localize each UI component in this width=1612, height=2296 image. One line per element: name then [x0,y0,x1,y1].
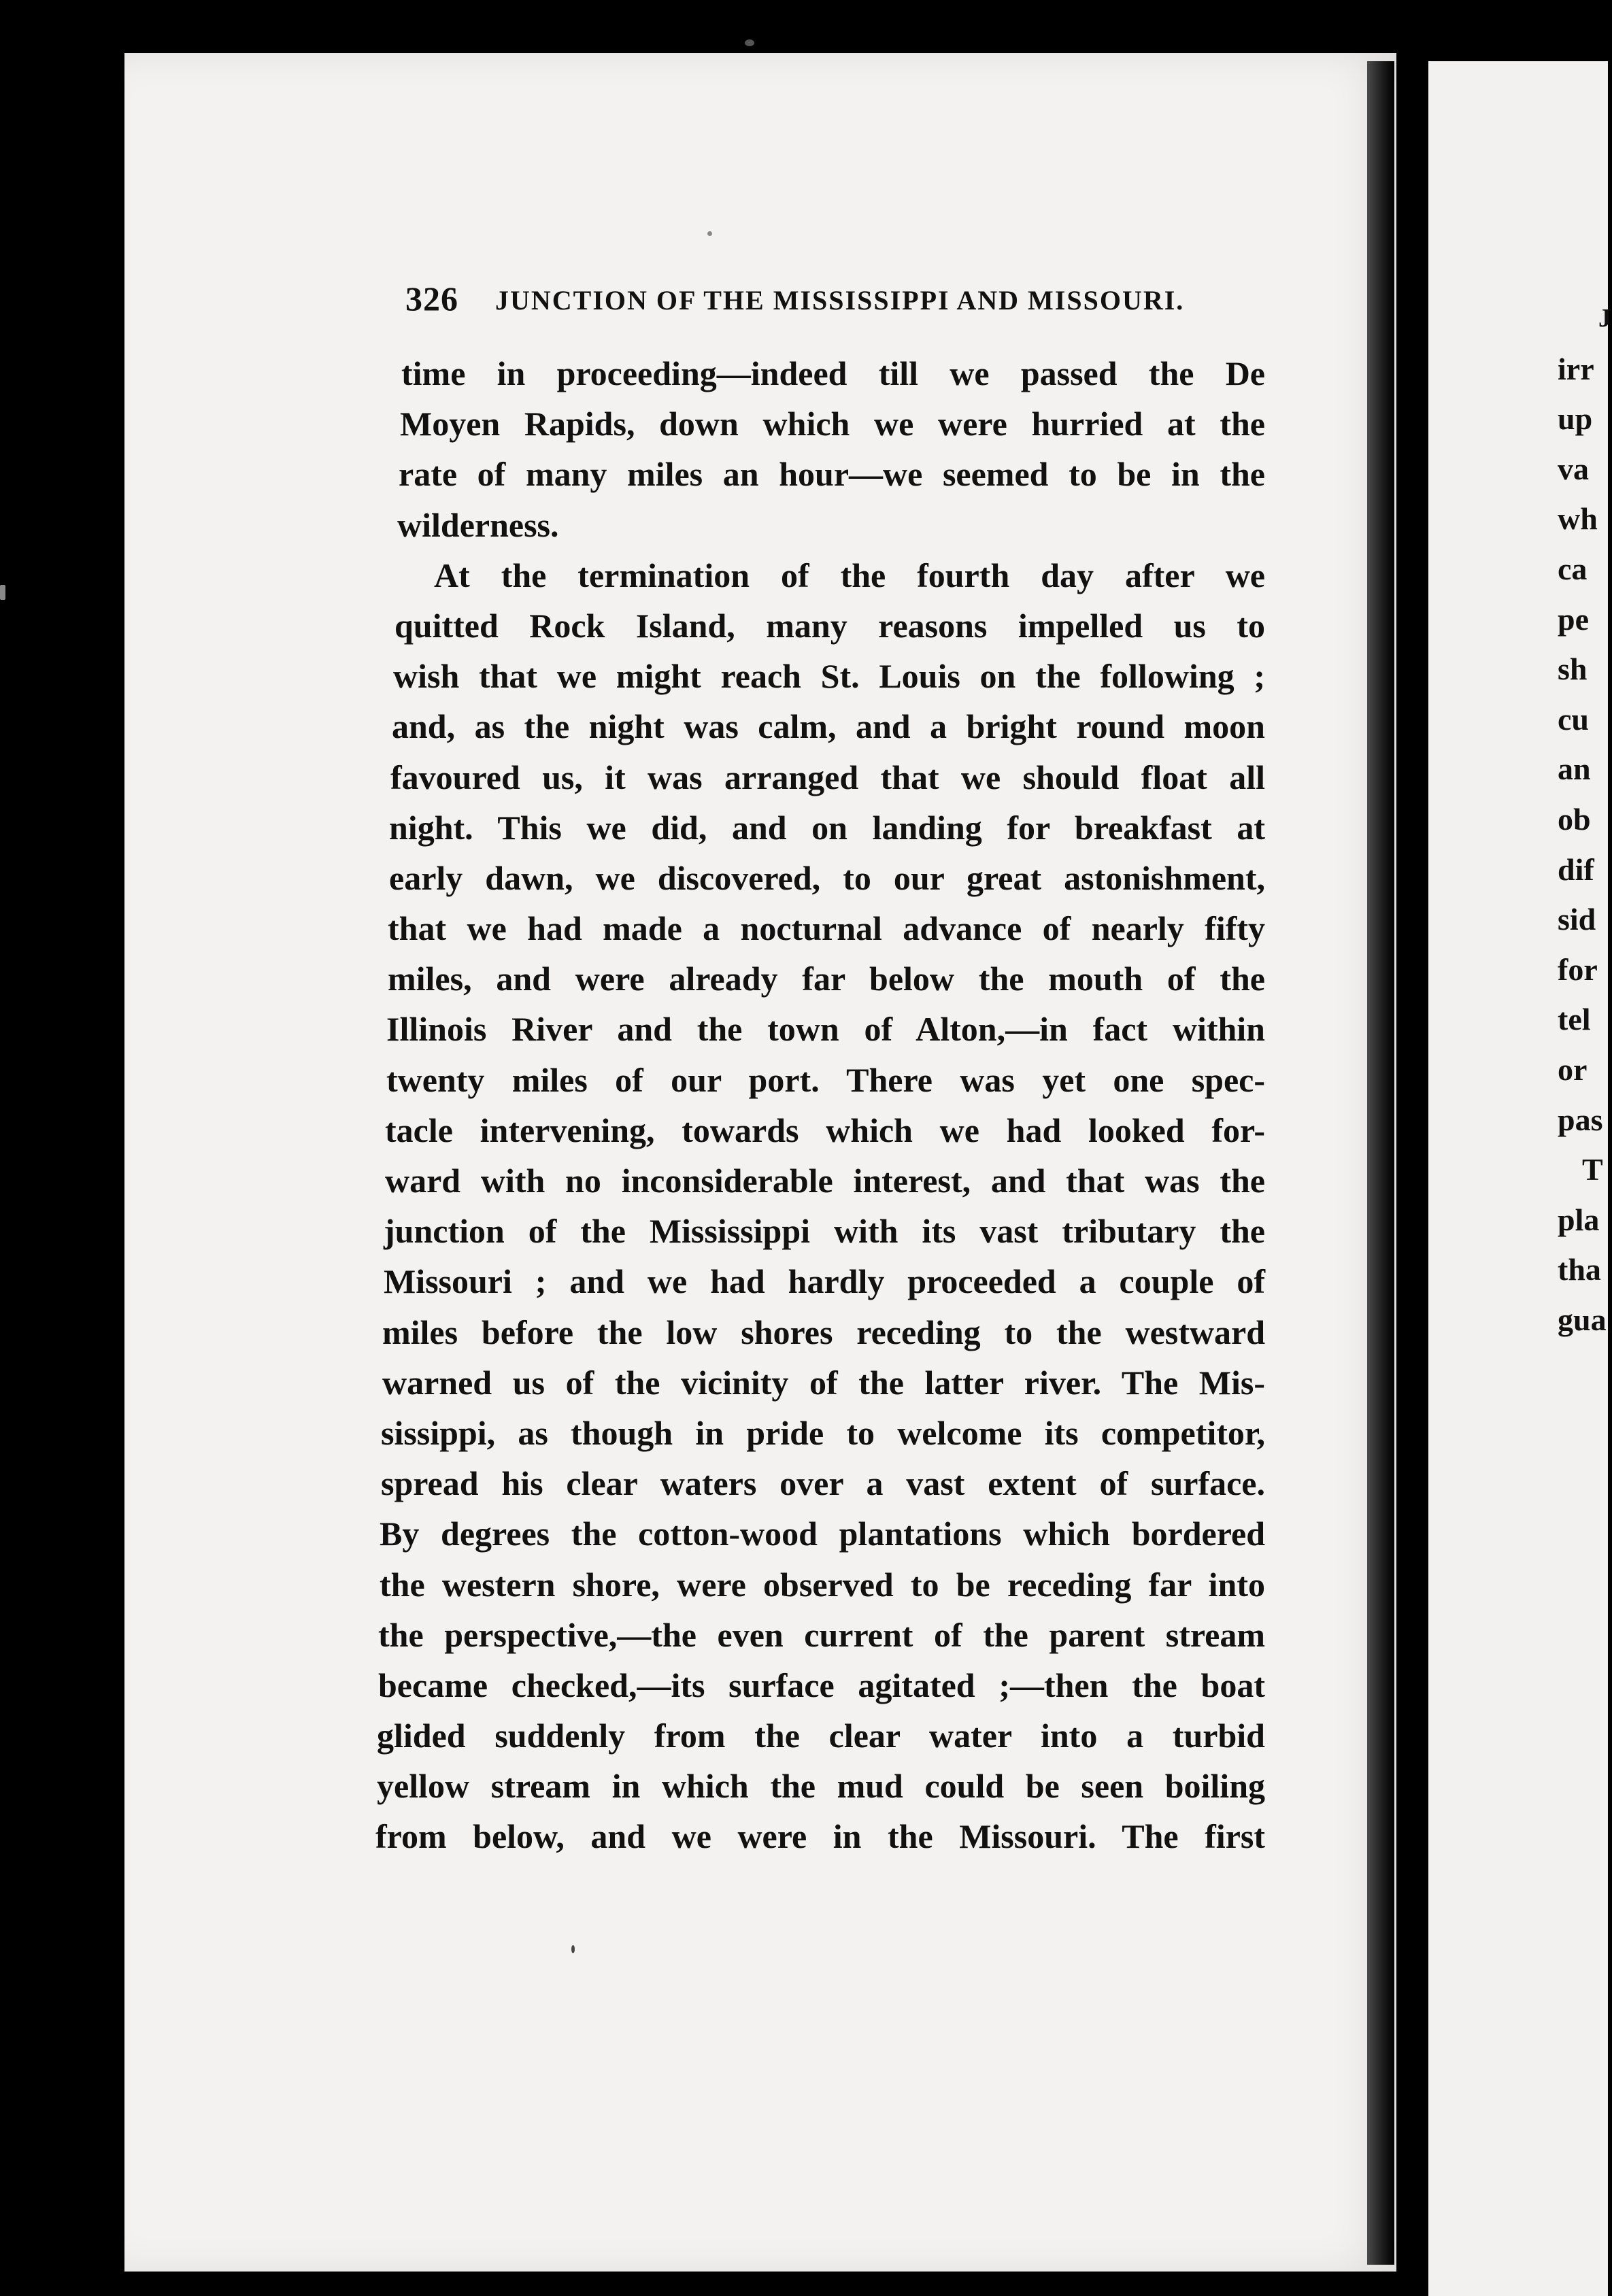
right-line-fragment: an [1558,752,1591,787]
scan-speck [745,39,754,46]
right-line-fragment: for [1558,951,1598,987]
right-line-fragment: or [1558,1051,1588,1087]
text-line: rate of many miles an hour—we seemed to be in the [399,455,1265,494]
right-line-fragment: tha [1558,1252,1601,1287]
text-line: wish that we might reach St. Louis on the following ; [393,657,1265,696]
text-line: favoured us, it was arranged that we should float all [390,758,1265,796]
right-line-fragment: ca [1558,551,1588,586]
right-line-fragment: T [1582,1152,1603,1187]
text-line: quitted Rock Island, many reasons impelled us to [394,606,1265,645]
right-line-fragment: tel [1558,1002,1591,1037]
right-line-fragment: va [1558,451,1589,486]
text-line: the perspective,—the even current of the parent stream [378,1615,1265,1654]
right-page-text-fragments [1558,294,1612,1345]
text-line: miles, and were already far below the mouth of the [388,960,1265,998]
scan-speck [707,231,712,236]
text-line: twenty miles of our port. There was yet one spec- [386,1060,1265,1099]
right-line-fragment: ob [1558,801,1591,837]
right-line-fragment: sh [1558,652,1588,687]
text-line: the western shore, were observed to be receding far into [380,1565,1265,1604]
text-line: that we had made a nocturnal advance of nearly fifty [388,909,1265,948]
right-line-fragment: irr [1558,351,1594,386]
page-header [405,279,1249,326]
text-line: warned us of the vicinity of the latter river. The Mis- [382,1363,1265,1402]
text-line: junction of the Mississippi with its vast tributary the [384,1212,1265,1251]
text-line: time in proceeding—indeed till we passed the De [401,354,1265,392]
text-line: wilderness. [397,505,559,544]
text-line: Illinois River and the town of Alton,—in fact within [386,1010,1265,1049]
right-line-fragment: dif [1558,851,1594,887]
text-line: from below, and we were in the Missouri. The first [375,1817,1265,1856]
page-number: 326 [405,280,458,318]
text-line: early dawn, we discovered, to our great astonishment, [389,858,1265,897]
text-line: sissippi, as though in pride to welcome its competitor, [381,1413,1265,1452]
text-line: By degrees the cotton-wood plantations which bordered [380,1515,1265,1553]
body-text [375,348,1265,1862]
right-header-fragment: J [1598,304,1611,333]
text-line: Missouri ; and we had hardly proceeded a couple of [384,1262,1265,1301]
text-line: ward with no inconsiderable interest, and that was the [385,1162,1265,1200]
right-line-fragment: pe [1558,601,1589,637]
text-line: At the termination of the fourth day after we [434,556,1265,594]
scan-speck [0,585,5,600]
text-line: spread his clear waters over a vast extent of surface. [381,1464,1265,1503]
text-line: night. This we did, and on landing for breakfast at [389,808,1265,847]
text-line: and, as the night was calm, and a bright round moon [392,707,1265,746]
text-line: yellow stream in which the mud could be seen boiling [377,1767,1265,1806]
right-line-fragment: up [1558,401,1593,437]
right-line-fragment: cu [1558,701,1589,737]
running-head: JUNCTION OF THE MISSISSIPPI AND MISSOURI. [495,285,1185,316]
text-line: Moyen Rapids, down which we were hurried at the [400,405,1265,443]
text-line: became checked,—its surface agitated ;—then the boat [378,1666,1265,1704]
right-line-fragment: wh [1558,501,1598,537]
scan-speck [571,1945,575,1953]
right-line-fragment: sid [1558,902,1596,937]
right-line-fragment: gua [1558,1302,1607,1337]
right-line-fragment: pas [1558,1102,1603,1137]
binding-gutter [1367,61,1394,2265]
right-line-fragment: pla [1558,1202,1600,1237]
text-line: miles before the low shores receding to the westward [382,1313,1265,1351]
text-line: glided suddenly from the clear water into a turbid [377,1717,1265,1755]
text-line: tacle intervening, towards which we had looked for- [385,1111,1265,1149]
